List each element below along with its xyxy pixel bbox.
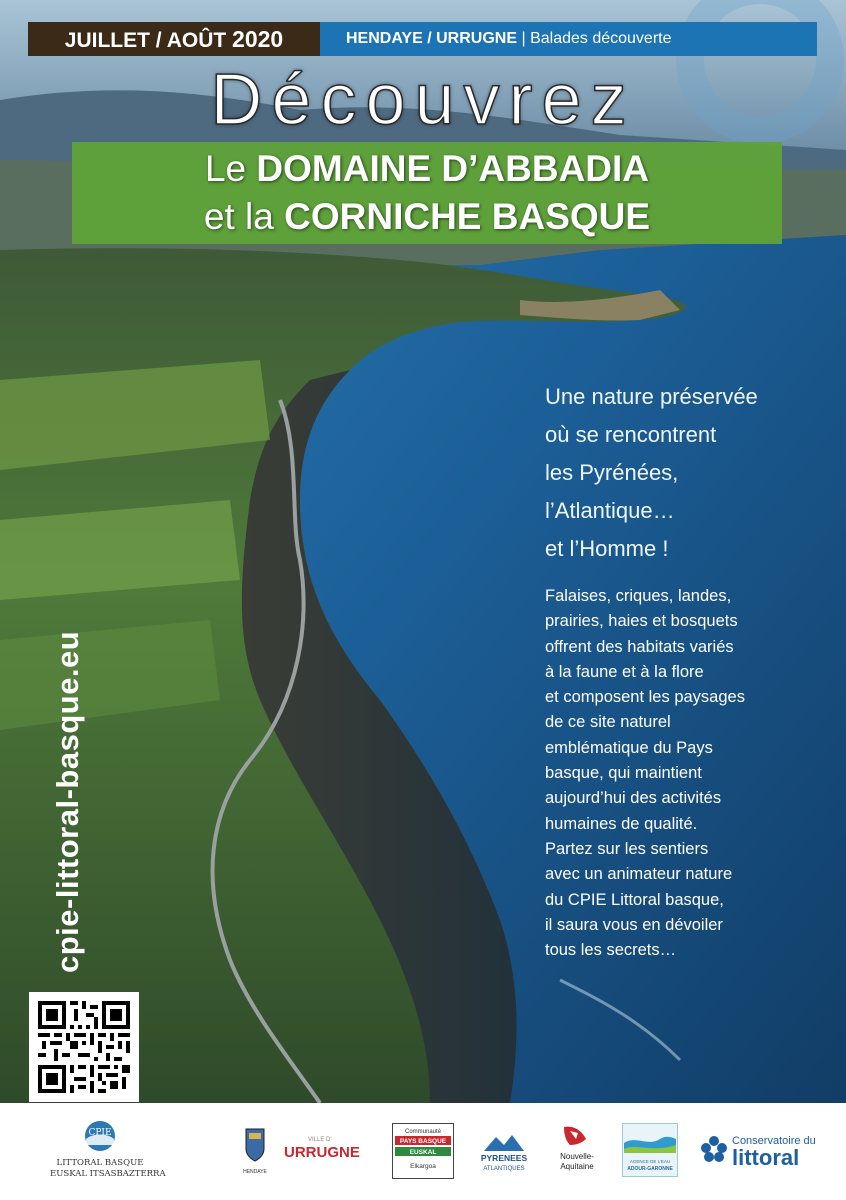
urrugne-prefix: VILLE D’ xyxy=(308,1137,332,1143)
conservatoire-flower-icon xyxy=(700,1135,728,1165)
banner-line-1 xyxy=(72,145,782,193)
pyrenees-line-2: ATLANTIQUES xyxy=(483,1166,525,1172)
intro-line: où se rencontrent xyxy=(545,422,717,447)
date-label: JUILLET / AOÛT xyxy=(64,29,227,52)
cpie-logo xyxy=(50,1119,166,1189)
pays-basque-line-4: Elkargoa xyxy=(410,1163,436,1170)
pays-basque-line-3: EUSKAL xyxy=(409,1149,437,1156)
body-line: aujourd’hui des activités xyxy=(545,789,722,808)
nouvelle-aquitaine-logo xyxy=(552,1123,602,1184)
intro-text xyxy=(545,378,825,568)
pyrenees-atlantiques-logo xyxy=(476,1129,532,1182)
intro-line: les Pyrénées, xyxy=(545,460,679,485)
nouvelle-line-2: Aquitaine xyxy=(560,1162,594,1171)
partner-logo-bar xyxy=(0,1103,846,1200)
body-text xyxy=(545,584,830,963)
pays-basque-icon xyxy=(392,1123,454,1179)
headline: Découvrez xyxy=(210,60,636,140)
body-line: Falaises, criques, landes, xyxy=(545,587,732,605)
pyrenees-atlantiques-icon xyxy=(476,1129,532,1177)
body-line: humaines de qualité. xyxy=(545,814,698,833)
body-line: offrent des habitats variés xyxy=(545,637,734,656)
intro-line: l’Atlantique… xyxy=(545,498,675,523)
qr-code[interactable] xyxy=(29,992,139,1102)
banner-line-2-prefix: et la xyxy=(203,196,274,237)
banner-line-2-strong: CORNICHE BASQUE xyxy=(284,196,651,237)
cpie-mark: CPIE xyxy=(88,1128,112,1138)
pyrenees-line-1: PYRENEES xyxy=(480,1153,528,1163)
nouvelle-line-1: Nouvelle- xyxy=(560,1152,594,1161)
qr-code-icon xyxy=(38,1001,130,1093)
cpie-line-1: LITTORAL BASQUE xyxy=(56,1158,144,1168)
adour-garonne-logo xyxy=(622,1123,678,1182)
date-badge xyxy=(28,22,320,56)
body-line: avec un animateur nature xyxy=(545,865,733,884)
nouvelle-aquitaine-icon xyxy=(552,1123,602,1179)
cpie-line-2: EUSKAL ITSASBAZTERRA xyxy=(50,1169,166,1179)
pays-basque-line-1: Communauté xyxy=(404,1129,442,1135)
hendaye-logo xyxy=(243,1121,267,1188)
pays-basque-logo xyxy=(392,1123,454,1184)
urrugne-name: URRUGNE xyxy=(284,1144,360,1161)
body-line: du CPIE Littoral basque, xyxy=(545,890,724,909)
body-line: emblématique du Pays xyxy=(545,738,713,757)
body-line: tous les secrets… xyxy=(545,941,677,960)
website-url[interactable]: cpie-littoral-basque.eu xyxy=(50,630,85,973)
adour-garonne-icon xyxy=(622,1123,678,1177)
conservatoire-line-2: littoral xyxy=(732,1145,800,1170)
category-label: Balades découverte xyxy=(530,30,672,47)
place-label: HENDAYE / URRUGNE xyxy=(346,30,517,47)
conservatoire-littoral-logo xyxy=(700,1131,830,1175)
body-line: de ce site naturel xyxy=(545,713,671,732)
place-badge xyxy=(320,22,817,56)
conservatoire-line-1: Conservatoire du xyxy=(732,1135,816,1147)
banner-line-1-strong: DOMAINE D’ABBADIA xyxy=(256,148,650,189)
year-label: 2020 xyxy=(232,26,284,52)
cpie-icon xyxy=(83,1119,117,1153)
body-line: prairies, haies et bosquets xyxy=(545,612,738,631)
urrugne-wordmark-icon xyxy=(284,1133,378,1167)
body-line: Partez sur les sentiers xyxy=(545,839,709,858)
body-line: à la faune et à la flore xyxy=(545,662,704,681)
separator: | xyxy=(521,30,531,47)
banner-line-2 xyxy=(72,193,782,241)
hendaye-mark: HENDAYE xyxy=(243,1169,267,1175)
hendaye-crest-icon xyxy=(243,1121,267,1183)
body-line: il saura vous en dévoiler xyxy=(545,915,723,934)
banner-title xyxy=(72,145,782,241)
pays-basque-line-2: PAYS BASQUE xyxy=(399,1138,447,1145)
body-line: basque, qui maintient xyxy=(545,764,702,783)
body-line: et composent les paysages xyxy=(545,688,745,707)
adour-line-2: ADOUR-GARONNE xyxy=(627,1166,673,1172)
intro-line: Une nature préservée xyxy=(545,384,758,409)
intro-line: et l’Homme ! xyxy=(545,536,669,561)
urrugne-logo xyxy=(284,1133,378,1172)
adour-line-1: AGENCE DE L’EAU xyxy=(629,1159,671,1164)
banner-line-1-prefix: Le xyxy=(204,148,247,189)
